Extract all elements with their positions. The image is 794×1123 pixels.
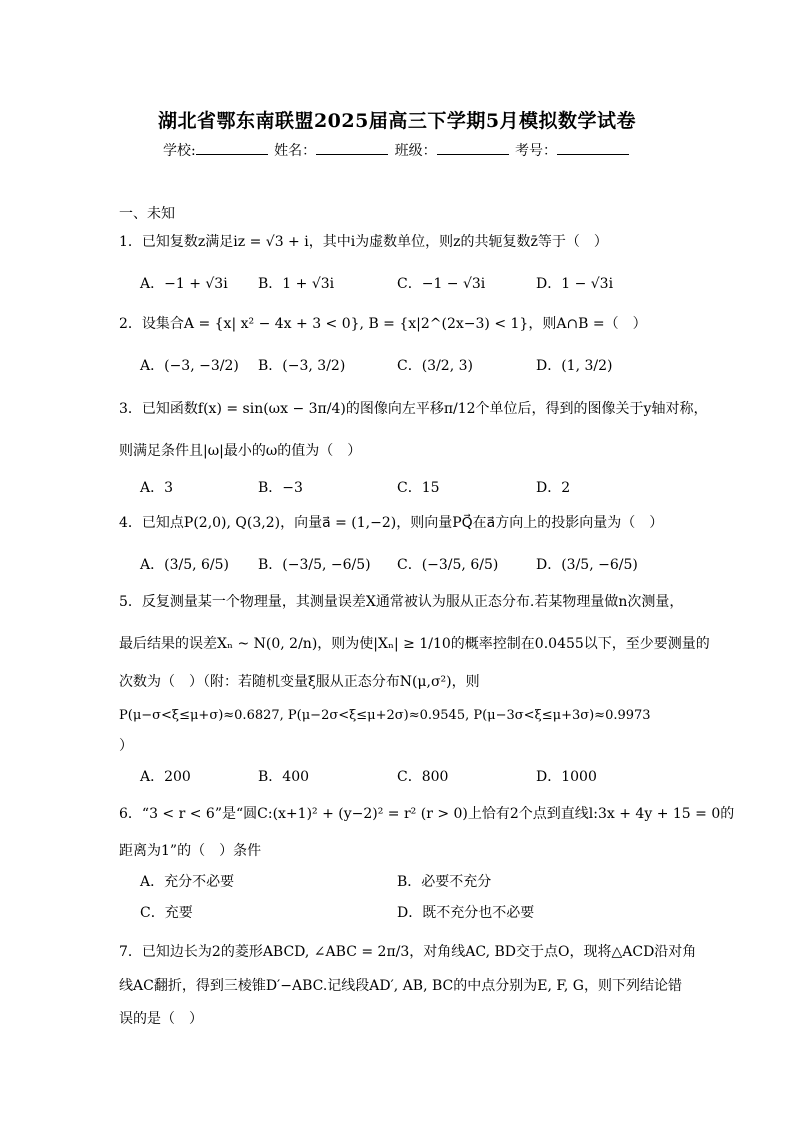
question-5-line-2: 最后结果的误差Xₙ ~ N(0, 2/n)，则为使|Xₙ| ≥ 1/10的概率控制在0.0455以下，至少要测量的 xyxy=(119,636,710,652)
question-6-line-2: 距离为1”的（ ）条件 xyxy=(119,843,262,859)
question-4-option-a: A．(3/5, 6/5) xyxy=(140,557,229,573)
question-7-line-2: 线AC翻折，得到三棱锥D′−ABC.记线段AD′, AB, BC的中点分别为E, F, G，则下列结论错 xyxy=(119,978,682,994)
question-3-option-d: D．2 xyxy=(536,480,571,496)
student-info-row xyxy=(0,140,794,160)
number-label: 考号： xyxy=(515,143,558,159)
name-blank[interactable] xyxy=(316,140,388,155)
question-6-option-c: C．充要 xyxy=(140,905,193,921)
question-3-option-c: C．15 xyxy=(397,480,440,496)
question-2-option-b: B．(−3, 3/2) xyxy=(258,358,346,374)
question-4-line-1: 4．已知点P(2,0), Q(3,2)，向量a⃗ = (1,−2)，则向量PQ⃗在a⃗方向上的投影向量为（ ） xyxy=(119,515,664,531)
question-3-line-1: 3．已知函数f(x) = sin(ωx − 3π/4)的图像向左平移π/12个单位后，得到的图像关于y轴对称， xyxy=(119,401,708,417)
class-blank[interactable] xyxy=(437,140,509,155)
question-3-option-b: B．−3 xyxy=(258,480,303,496)
question-5-line-1: 5．反复测量某一个物理量，其测量误差X通常被认为服从正态分布.若某物理量做n次测量， xyxy=(119,594,684,610)
section-heading: 一、未知 xyxy=(119,206,175,222)
class-label: 班级： xyxy=(394,143,437,159)
school-label: 学校: xyxy=(162,143,196,159)
school-blank[interactable] xyxy=(196,140,268,155)
question-1-option-d: D．1 − √3i xyxy=(536,276,614,292)
question-1-option-b: B．1 + √3i xyxy=(258,276,335,292)
question-4-option-c: C．(−3/5, 6/5) xyxy=(397,557,499,573)
question-5-option-d: D．1000 xyxy=(536,769,597,785)
question-2-line-1: 2．设集合A = {x| x² − 4x + 3 < 0}, B = {x|2^(2x−3) < 1}，则A∩B =（ ） xyxy=(119,316,647,332)
question-2-option-a: A．(−3, −3/2) xyxy=(140,358,239,374)
question-1-line-1: 1．已知复数z满足iz = √3 + i，其中i为虚数单位，则z的共轭复数z̄等于（ ） xyxy=(119,234,608,250)
page-title: 湖北省鄂东南联盟2025届高三下学期5月模拟数学试卷 xyxy=(157,110,637,132)
question-7-line-3: 误的是（ ） xyxy=(119,1011,203,1027)
question-5-option-a: A．200 xyxy=(140,769,191,785)
question-6-line-1: 6．“3 < r < 6”是“圆C:(x+1)² + (y−2)² = r² (r > 0)上恰有2个点到直线l:3x + 4y + 15 = 0的 xyxy=(119,806,735,822)
question-1-option-c: C．−1 − √3i xyxy=(397,276,486,292)
question-3-line-2: 则满足条件且|ω|最小的ω的值为（ ） xyxy=(119,443,362,459)
question-6-option-d: D．既不充分也不必要 xyxy=(397,905,535,921)
question-5-line-3: 次数为（ ）（附：若随机变量ξ服从正态分布N(μ,σ²)，则 xyxy=(119,674,480,690)
question-1-option-a: A．−1 + √3i xyxy=(140,276,228,292)
question-5-option-b: B．400 xyxy=(258,769,310,785)
question-6-option-b: B．必要不充分 xyxy=(397,874,492,890)
question-4-option-b: B．(−3/5, −6/5) xyxy=(258,557,371,573)
question-6-option-a: A．充分不必要 xyxy=(140,874,235,890)
question-5-line-5: ） xyxy=(119,738,133,754)
question-4-option-d: D．(3/5, −6/5) xyxy=(536,557,638,573)
number-blank[interactable] xyxy=(557,140,629,155)
question-2-option-d: D．(1, 3/2) xyxy=(536,358,613,374)
question-2-option-c: C．(3/2, 3) xyxy=(397,358,473,374)
question-5-option-c: C．800 xyxy=(397,769,449,785)
question-5-line-4: P(μ−σ<ξ≤μ+σ)≈0.6827, P(μ−2σ<ξ≤μ+2σ)≈0.9545, P(μ−3σ<ξ≤μ+3σ)≈0.9973 xyxy=(119,708,651,723)
question-7-line-1: 7．已知边长为2的菱形ABCD, ∠ABC = 2π/3，对角线AC, BD交于点O，现将△ACD沿对角 xyxy=(119,944,697,960)
name-label: 姓名： xyxy=(274,143,317,159)
question-3-option-a: A．3 xyxy=(140,480,174,496)
